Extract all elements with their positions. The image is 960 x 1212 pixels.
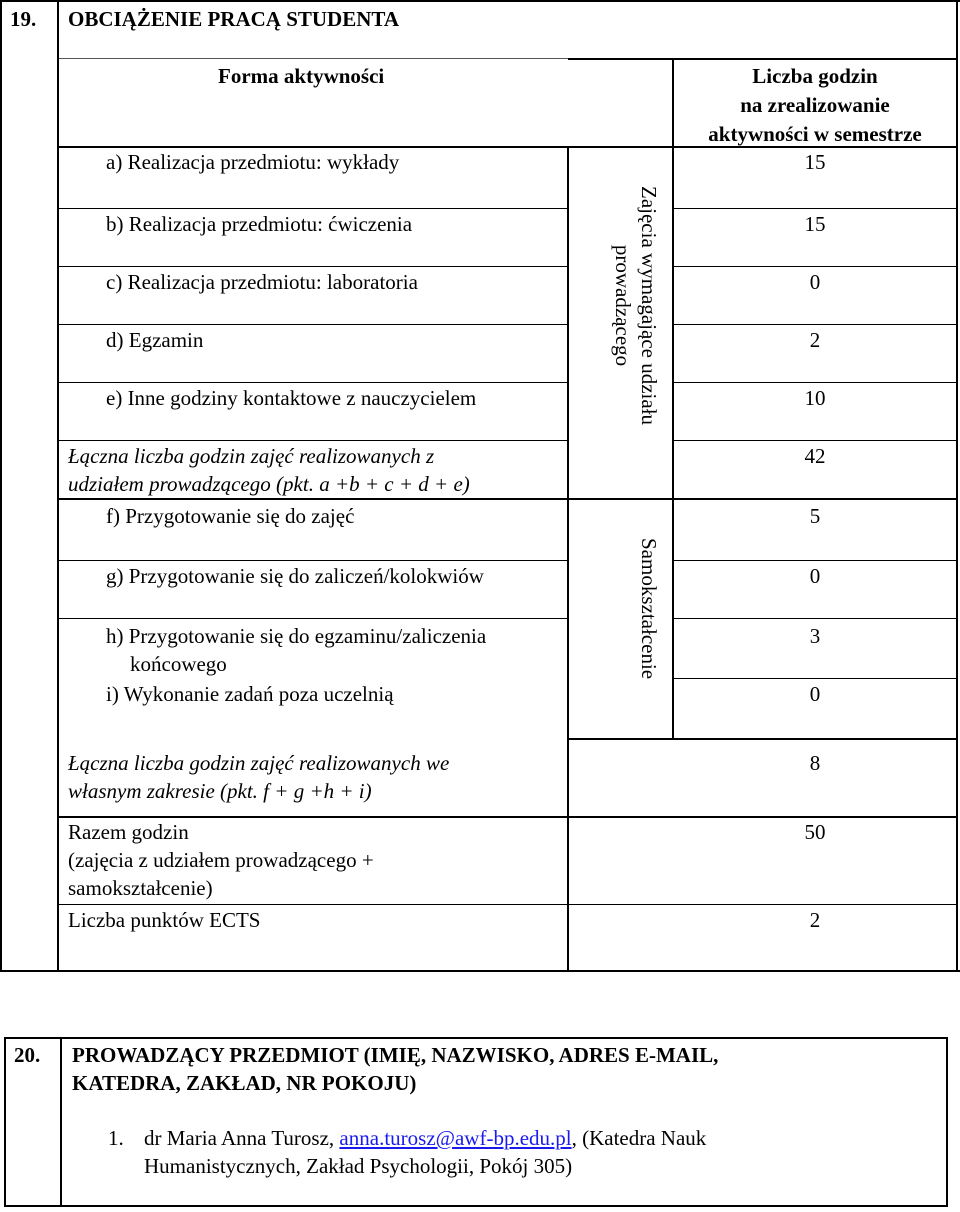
- lecturer-name: dr Maria Anna Turosz,: [144, 1126, 340, 1150]
- section-20-title-1: PROWADZĄCY PRZEDMIOT (IMIĘ, NAZWISKO, ADRES E-MAIL,: [72, 1043, 719, 1067]
- row-i-label: i) Wykonanie zadań poza uczelnią: [106, 682, 394, 706]
- row-sep-g: [59, 560, 568, 561]
- row-sep-c: [59, 266, 568, 267]
- row-c-value: 0: [809, 270, 821, 294]
- s19-border-top: [0, 0, 960, 2]
- contact-group-label-line-2: prowadzącego: [611, 244, 635, 367]
- contact-group-label-line-1: Zajęcia wymagające udziału: [637, 186, 661, 426]
- hours-header-line-3: aktywności w semestrze: [708, 122, 922, 146]
- grand-total-label-1: Razem godzin: [68, 820, 189, 844]
- self-total-label-1: Łączna liczba godzin zajęć realizowanych we: [68, 751, 450, 775]
- contact-total-value: 42: [804, 444, 826, 468]
- contact-hours-group-label: [610, 186, 662, 425]
- row-h-label-1: h) Przygotowanie się do egzaminu/zaliczenia: [106, 624, 487, 648]
- hours-header-line-1: Liczba godzin: [752, 64, 878, 88]
- row-sep-total1b: [672, 440, 958, 441]
- ects-value: 2: [809, 908, 821, 932]
- row-c-label: c) Realizacja przedmiotu: laboratoria: [106, 270, 418, 294]
- row-sep-e2: [672, 382, 958, 383]
- contact-total-label-2: udziałem prowadzącego (pkt. a +b + c + d + e): [68, 472, 470, 496]
- row-sep-d: [59, 324, 568, 325]
- self-total-value: 8: [809, 751, 821, 775]
- grand-total-value: 50: [804, 820, 826, 844]
- section-19-title: OBCIĄŻENIE PRACĄ STUDENTA: [68, 7, 399, 31]
- self-group-label-line: Samokształcenie: [637, 538, 661, 680]
- header-top-line-left: [59, 58, 568, 59]
- row-sep-h2: [672, 618, 958, 619]
- lecturer-email-link[interactable]: anna.turosz@awf-bp.edu.pl: [339, 1126, 572, 1150]
- row-a-value: 15: [804, 150, 826, 174]
- row-sep-i: [672, 678, 958, 679]
- row-h-label-2: końcowego: [130, 652, 227, 676]
- activity-column-header: Forma aktywności: [218, 64, 385, 88]
- section-20-title-2: KATEDRA, ZAKŁAD, NR POKOJU): [72, 1071, 417, 1095]
- row-g-label: g) Przygotowanie się do zaliczeń/kolokwiów: [106, 564, 484, 588]
- self-total-label-2: własnym zakresie (pkt. f + g +h + i): [68, 779, 372, 803]
- group-column-divider: [672, 59, 674, 739]
- row-i-value: 0: [809, 682, 821, 706]
- header-top-line: [568, 58, 958, 60]
- row-b-value: 15: [804, 212, 826, 236]
- row-b-label: b) Realizacja przedmiotu: ćwiczenia: [106, 212, 413, 236]
- activity-column-divider: [567, 146, 569, 972]
- lecturer-department: , (Katedra Nauk: [571, 1126, 707, 1150]
- row-sep-ects: [59, 904, 958, 905]
- lecturer-line-1: [144, 1124, 706, 1152]
- s20-number-divider: [60, 1037, 62, 1207]
- hours-column-header: [672, 62, 958, 149]
- row-e-value: 10: [804, 386, 826, 410]
- grand-total-label-2: (zajęcia z udziałem prowadzącego +: [68, 848, 374, 872]
- ects-label: Liczba punktów ECTS: [68, 908, 261, 932]
- row-sep-b2: [672, 208, 958, 209]
- row-h-value: 3: [809, 624, 821, 648]
- row-d-value: 2: [809, 328, 821, 352]
- row-g-value: 0: [809, 564, 821, 588]
- lecturer-line-2: Humanistycznych, Zakład Psychologii, Pokój 305): [144, 1154, 573, 1178]
- s19-border-left: [0, 0, 2, 972]
- row-sep-total1: [59, 440, 568, 441]
- contact-total-label-1: Łączna liczba godzin zajęć realizowanych z: [68, 444, 435, 468]
- section-19-number: 19.: [10, 7, 37, 31]
- row-d-label: d) Egzamin: [106, 328, 204, 352]
- s20-border-right: [946, 1037, 948, 1207]
- row-sep-h: [59, 618, 568, 619]
- self-study-group-label: [636, 538, 662, 679]
- row-a-label: a) Realizacja przedmiotu: wykłady: [106, 150, 400, 174]
- row-e-label: e) Inne godziny kontaktowe z nauczycielem: [106, 386, 477, 410]
- section-20-number: 20.: [14, 1043, 41, 1067]
- s20-border-top: [4, 1037, 948, 1039]
- row-sep-c2: [672, 266, 958, 267]
- row-sep-g2: [672, 560, 958, 561]
- row-sep-total2: [568, 738, 958, 740]
- hours-header-line-2: na zrealizowanie: [740, 93, 890, 117]
- row-sep-e: [59, 382, 568, 383]
- grand-total-label-3: samokształcenie): [68, 876, 213, 900]
- s20-border-bottom: [4, 1205, 948, 1207]
- row-sep-b: [59, 208, 568, 209]
- row-sep-f: [59, 498, 958, 500]
- s19-border-bottom: [0, 970, 960, 972]
- s20-border-left: [4, 1037, 6, 1207]
- row-f-label: f) Przygotowanie się do zajęć: [106, 504, 355, 528]
- row-sep-d2: [672, 324, 958, 325]
- lecturer-item-number: 1.: [108, 1126, 124, 1150]
- row-f-value: 5: [809, 504, 821, 528]
